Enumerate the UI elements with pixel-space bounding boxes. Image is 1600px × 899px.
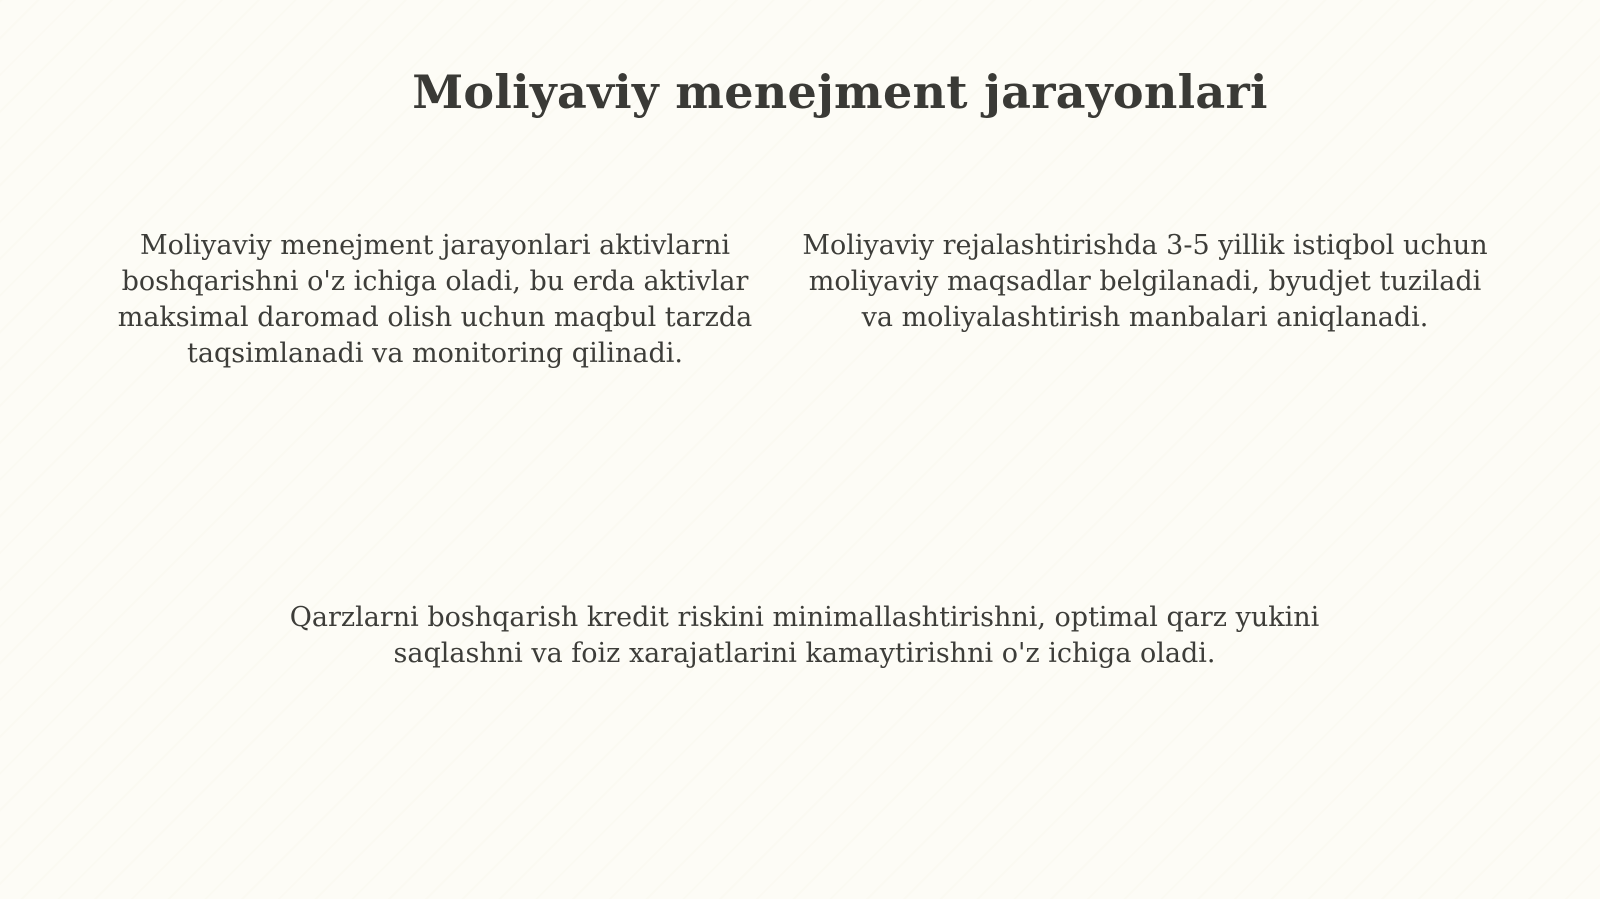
paragraph-asset-management: Moliyaviy menejment jarayonlari aktivlarni boshqarishni o'z ichiga oladi, bu erda aktivlar maksimal daromad olish uchun maqbul tarzda taqsimlanadi va monitoring qilinadi. — [117, 230, 753, 369]
paragraph-financial-planning: Moliyaviy rejalashtirishda 3-5 yillik istiqbol uchun moliyaviy maqsadlar belgilanadi, byudjet tuziladi va moliyalashtirish manbalari aniqlanadi. — [802, 230, 1488, 333]
slide-title: Moliyaviy menejment jarayonlari — [412, 65, 1268, 119]
paragraph-debt-management: Qarzlarni boshqarish kredit riskini minimallashtirishni, optimal qarz yukini saqlashni va foiz xarajatlarini kamaytirishni o'z ichiga oladi. — [289, 602, 1320, 669]
